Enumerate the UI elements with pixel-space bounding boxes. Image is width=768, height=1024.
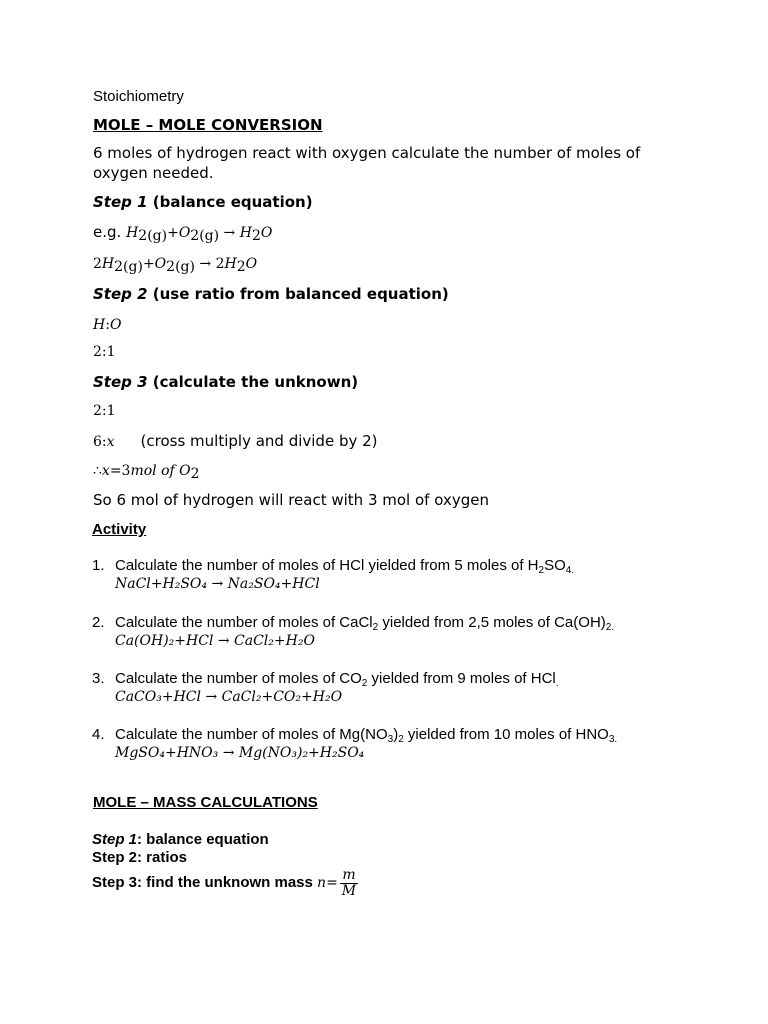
activity-item-2	[92, 614, 105, 632]
activity-item-3-q: Calculate the number of moles of CO	[115, 670, 362, 687]
activity-item-3-sub2: .	[555, 678, 559, 689]
document-subject: Stoichiometry	[93, 88, 184, 105]
eq2-plus: +	[142, 256, 155, 272]
section-heading-mole-mole: MOLE – MOLE CONVERSION	[93, 116, 323, 134]
step3-label: Step 3	[93, 373, 148, 391]
activity-item-1-sub1: 2	[538, 565, 545, 576]
step2-label: Step 2	[93, 285, 148, 303]
ratio-symbols	[93, 315, 121, 334]
eq2-h: H	[101, 256, 115, 272]
activity-item-1-number: 1.	[92, 557, 105, 574]
activity-item-2-equation: Ca(OH)₂+HCl → CaCl₂+H₂O	[115, 633, 315, 649]
activity-item-1-q2: SO	[544, 557, 566, 574]
section-heading-mole-mass: MOLE – MASS CALCULATIONS	[93, 794, 318, 811]
result-sub: 2	[190, 466, 200, 482]
mass-step1-label: Step 1	[92, 831, 138, 848]
activity-item-4-q: Calculate the number of moles of Mg(NO	[115, 726, 388, 743]
activity-item-4-sub2: 3.	[608, 734, 618, 745]
step1-heading	[93, 193, 313, 211]
eq1-plus: +	[167, 225, 179, 241]
activity-item-2-q: Calculate the number of moles of CaCl	[115, 614, 373, 631]
activity-item-3-q2: yielded from 9 moles of HCl	[367, 670, 556, 687]
balanced-equation	[93, 254, 257, 273]
activity-item-2-sub1: 2	[372, 622, 379, 633]
activity-item-4-sub1: 3	[387, 734, 394, 745]
eq2-h-sub: 2(g)	[114, 259, 143, 275]
step2-heading	[93, 285, 449, 303]
eq1-h: H	[126, 225, 139, 241]
formula-equals: =	[326, 874, 338, 891]
step2-text: (use ratio from balanced equation)	[147, 285, 449, 303]
eq2-prod-sub: 2	[236, 259, 246, 275]
eq1-arrow: →	[219, 225, 240, 241]
formula-n: n	[317, 874, 327, 891]
activity-item-3	[92, 670, 105, 688]
eq1-h-sub: 2(g)	[138, 228, 168, 244]
activity-item-4-sub1b: 2	[398, 734, 404, 745]
result-unit: mol of O	[130, 463, 191, 479]
eq2-arrow: →	[194, 256, 216, 272]
therefore-symbol: ∴	[93, 463, 102, 479]
mass-step3-text: Step 3: find the unknown mass	[92, 874, 318, 892]
result-equals: =3	[109, 463, 131, 479]
eq2-prod-h: H	[224, 256, 237, 272]
activity-item-1	[92, 557, 105, 575]
activity-item-4-q2: )	[393, 726, 399, 743]
activity-item-1-equation: NaCl+H₂SO₄ → Na₂SO₄+HCl	[115, 576, 320, 592]
result-line	[93, 461, 200, 480]
eq1-prod-o: O	[260, 225, 273, 241]
problem-line-2: oxygen needed.	[93, 164, 214, 182]
result-x: x	[101, 463, 110, 479]
problem-line-1: 6 moles of hydrogen react with oxygen calculate the number of moles of	[93, 144, 641, 162]
activity-item-1-sub2: 4.	[565, 565, 575, 576]
eq1-o-sub: 2(g)	[190, 228, 220, 244]
formula-numerator: m	[340, 868, 358, 884]
eq2-o: O	[154, 256, 167, 272]
eq2-o-sub: 2(g)	[166, 259, 195, 275]
formula-fraction	[340, 868, 358, 898]
activity-item-4-q3: yielded from 10 moles of HNO	[403, 726, 609, 743]
activity-item-1-text	[115, 557, 574, 574]
ratio-h: H	[93, 317, 106, 333]
step1-text: (balance equation)	[147, 193, 313, 211]
step1-label: Step 1	[93, 193, 148, 211]
activity-item-3-sub1: 2	[361, 678, 368, 689]
step3-text: (calculate the unknown)	[147, 373, 359, 391]
activity-item-4-number: 4.	[92, 726, 105, 743]
activity-item-1-q: Calculate the number of moles of HCl yielded from 5 moles of H	[115, 557, 539, 574]
step3-heading	[93, 373, 358, 391]
cross-multiply-note: (cross multiply and divide by 2)	[140, 432, 378, 450]
activity-item-4-text	[115, 726, 617, 743]
ratio-values-repeat: 2:1	[93, 403, 116, 419]
unknown-x: x	[106, 434, 115, 450]
cross-multiply-line	[93, 432, 378, 451]
mass-step3	[92, 868, 358, 898]
mass-step1	[92, 831, 269, 849]
eg-prefix: e.g.	[93, 223, 127, 241]
example-equation	[93, 223, 272, 242]
mass-step2: Step 2: ratios	[92, 849, 188, 866]
eq2-coef2: 2	[215, 256, 225, 272]
eq2-prod-o: O	[245, 256, 258, 272]
activity-item-4-equation: MgSO₄+HNO₃ → Mg(NO₃)₂+H₂SO₄	[115, 745, 365, 761]
conclusion: So 6 mol of hydrogen will react with 3 mol of oxygen	[93, 491, 489, 509]
activity-item-2-number: 2.	[92, 614, 105, 631]
activity-item-4	[92, 726, 105, 744]
eq1-o: O	[178, 225, 191, 241]
ratio-values: 2:1	[93, 344, 116, 360]
ratio-o: O	[109, 317, 122, 333]
ratio-colon: :	[105, 317, 110, 333]
eq2-coef: 2	[93, 256, 102, 272]
activity-item-2-sub2: 2.	[605, 622, 615, 633]
activity-heading: Activity	[92, 521, 147, 538]
activity-item-2-text	[115, 614, 614, 631]
activity-item-3-number: 3.	[92, 670, 105, 687]
eq1-prod-sub: 2	[251, 228, 261, 244]
activity-item-3-text	[115, 670, 559, 687]
six-colon: 6:	[93, 434, 107, 450]
eq1-prod-h: H	[239, 225, 252, 241]
mass-step1-text: : balance equation	[137, 831, 269, 848]
activity-item-3-equation: CaCO₃+HCl → CaCl₂+CO₂+H₂O	[115, 689, 343, 705]
activity-item-2-q2: yielded from 2,5 moles of Ca(OH)	[378, 614, 606, 631]
formula-denominator: M	[341, 882, 357, 899]
